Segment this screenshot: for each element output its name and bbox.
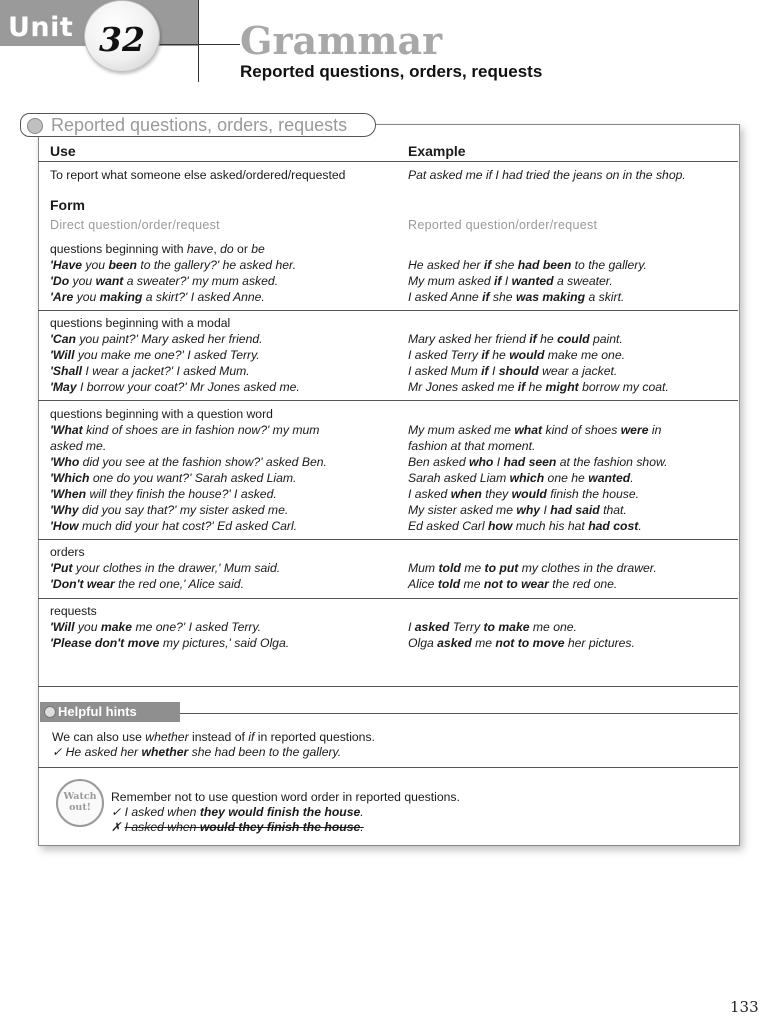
reported-header: Reported question/order/request <box>408 218 598 232</box>
divider <box>38 310 738 311</box>
reported-example: Mum told me to put my clothes in the drawer. <box>408 561 657 575</box>
divider <box>38 539 738 540</box>
reported-example: Ben asked who I had seen at the fashion show. <box>408 455 668 469</box>
watch-out-badge <box>56 779 104 827</box>
direct-example: 'How much did your hat cost?' Ed asked Carl. <box>50 519 298 533</box>
reported-example: My sister asked me why I had said that. <box>408 503 627 517</box>
reported-example: I asked when they would finish the house. <box>408 487 640 501</box>
group-title: orders <box>50 545 85 559</box>
direct-example: 'When will they finish the house?' I asked. <box>50 487 277 501</box>
reported-example: My mum asked if I wanted a sweater. <box>408 274 613 288</box>
reported-example: Alice told me not to wear the red one. <box>408 577 618 591</box>
reported-example: Olga asked me not to move her pictures. <box>408 636 635 650</box>
example-header: Example <box>408 143 466 159</box>
divider <box>38 400 738 401</box>
divider <box>38 767 738 768</box>
reported-example: I asked Terry to make me one. <box>408 620 577 634</box>
group-title: requests <box>50 604 97 618</box>
page-number: 133 <box>730 998 759 1016</box>
direct-example: 'Are you making a skirt?' I asked Anne. <box>50 290 265 304</box>
form-header: Form <box>50 197 85 213</box>
watch-out-badge-text: out! <box>69 802 91 813</box>
reported-example: I asked Anne if she was making a skirt. <box>408 290 625 304</box>
direct-example: 'Please don't move my pictures,' said Olga. <box>50 636 290 650</box>
reported-example: Mr Jones asked me if he might borrow my coat. <box>408 380 669 394</box>
direct-example: 'Shall I wear a jacket?' I asked Mum. <box>50 364 250 378</box>
unit-label: Unit <box>8 12 74 43</box>
use-text: To report what someone else asked/ordered/requested <box>50 168 346 182</box>
helpful-hints-label: Helpful hints <box>58 704 137 719</box>
use-example: Pat asked me if I had tried the jeans on in the shop. <box>408 168 686 182</box>
watch-out-line: Remember not to use question word order in reported questions. <box>111 790 460 804</box>
divider <box>38 598 738 599</box>
hints-bullet-icon <box>44 706 56 718</box>
watch-out-wrong: ✗ I asked when would they finish the house. <box>111 820 364 834</box>
tab-bullet-icon <box>27 118 43 134</box>
group-title: questions beginning with a question word <box>50 407 273 421</box>
direct-example: asked me. <box>50 439 107 453</box>
title-tick <box>160 44 240 45</box>
direct-example: 'What kind of shoes are in fashion now?' my mum <box>50 423 320 437</box>
page-title: Grammar <box>240 18 443 63</box>
divider <box>180 713 738 714</box>
section-tab <box>20 113 376 137</box>
group-title: questions beginning with have, do or be <box>50 242 265 256</box>
direct-header: Direct question/order/request <box>50 218 220 232</box>
reported-example: He asked her if she had been to the gallery. <box>408 258 647 272</box>
direct-example: 'Why did you say that?' my sister asked me. <box>50 503 289 517</box>
reported-example: I asked Mum if I should wear a jacket. <box>408 364 618 378</box>
direct-example: 'May I borrow your coat?' Mr Jones asked me. <box>50 380 300 394</box>
direct-example: 'Put your clothes in the drawer,' Mum said. <box>50 561 281 575</box>
direct-example: 'Can you paint?' Mary asked her friend. <box>50 332 263 346</box>
section-tab-label: Reported questions, orders, requests <box>51 115 348 135</box>
page-subtitle: Reported questions, orders, requests <box>240 62 543 81</box>
use-header: Use <box>50 143 76 159</box>
direct-example: 'Who did you see at the fashion show?' asked Ben. <box>50 455 327 469</box>
reported-example: fashion at that moment. <box>408 439 536 453</box>
reported-example: Mary asked her friend if he could paint. <box>408 332 623 346</box>
hint-example: ✓ He asked her whether she had been to the gallery. <box>52 745 342 759</box>
reported-example: My mum asked me what kind of shoes were in <box>408 423 662 437</box>
watch-out-correct: ✓ I asked when they would finish the house. <box>111 805 364 819</box>
divider <box>38 161 738 162</box>
title-divider <box>198 0 199 82</box>
reported-example: Sarah asked Liam which one he wanted. <box>408 471 634 485</box>
direct-example: 'Have you been to the gallery?' he asked her. <box>50 258 296 272</box>
direct-example: 'Which one do you want?' Sarah asked Liam. <box>50 471 297 485</box>
group-title: questions beginning with a modal <box>50 316 231 330</box>
hint-line: We can also use whether instead of if in reported questions. <box>52 730 375 744</box>
direct-example: 'Don't wear the red one,' Alice said. <box>50 577 244 591</box>
direct-example: 'Will you make me one?' I asked Terry. <box>50 348 260 362</box>
direct-example: 'Will you make me one?' I asked Terry. <box>50 620 262 634</box>
watch-out-badge-text: Watch <box>63 791 97 802</box>
direct-example: 'Do you want a sweater?' my mum asked. <box>50 274 279 288</box>
divider <box>38 686 738 687</box>
unit-number: 32 <box>99 20 145 59</box>
reported-example: Ed asked Carl how much his hat had cost. <box>408 519 642 533</box>
reported-example: I asked Terry if he would make me one. <box>408 348 626 362</box>
